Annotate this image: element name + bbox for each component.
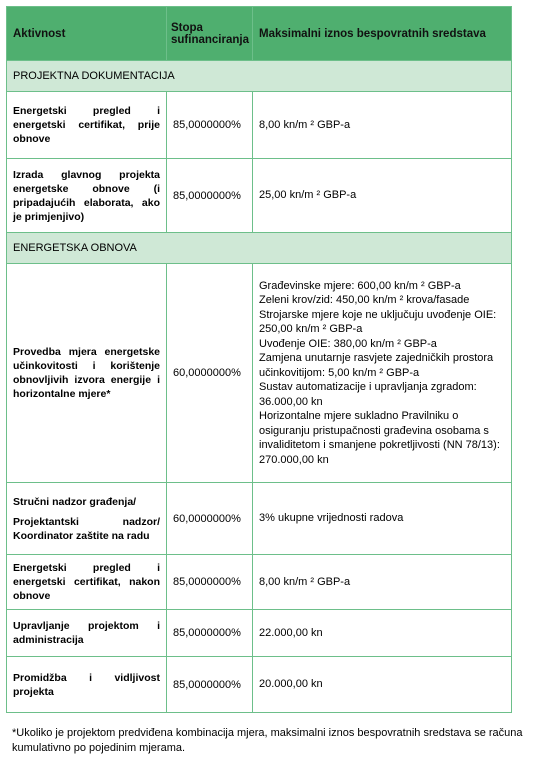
activity-cell: Energetski pregled i energetski certifikat, nakon obnove — [7, 555, 167, 610]
section-title: PROJEKTNA DOKUMENTACIJA — [7, 61, 512, 92]
table-header-row — [7, 7, 512, 61]
section-row — [7, 61, 512, 92]
max-amount-cell: 8,00 kn/m ² GBP-a — [253, 555, 512, 610]
measure-line: Zeleni krov/zid: 450,00 kn/m ² krova/fasade — [259, 294, 470, 307]
activity-line: Projektantski nadzor/ Koordinator zaštite na radu — [13, 515, 160, 542]
measure-line: Strojarske mjere koje ne uključuju uvođenje OIE: 250,00 kn/m ² GBP-a — [259, 308, 497, 336]
rate-cell: 85,0000000% — [167, 555, 253, 610]
activity-cell: Promidžba i vidljivost projekta — [7, 657, 167, 713]
header-rate: Stopa sufinanciranja — [167, 7, 253, 61]
measure-line: Horizontalne mjere sukladno Pravilniku o osiguranju pristupačnosti građevina osobama s invaliditetom i smanjene pokretljivosti (NN 78/13): 270.000,00 kn — [259, 410, 500, 466]
rate-cell: 85,0000000% — [167, 92, 253, 159]
rate-cell: 60,0000000% — [167, 264, 253, 483]
max-amount-cell — [253, 264, 512, 483]
activity-cell: Provedba mjera energetske učinkovitosti i korištenje obnovljivih izvora energije i horizontalne mjere* — [7, 264, 167, 483]
activity-cell: Izrada glavnog projekta energetske obnove (i pripadajućih elaborata, ako je primjenjivo) — [7, 159, 167, 233]
section-row — [7, 233, 512, 264]
table-row — [7, 483, 512, 555]
table-row — [7, 264, 512, 483]
header-activity: Aktivnost — [7, 7, 167, 61]
funding-table — [6, 6, 512, 713]
max-amount-cell: 25,00 kn/m ² GBP-a — [253, 159, 512, 233]
footnote: *Ukoliko je projektom predviđena kombinacija mjera, maksimalni iznos bespovratnih sredstava se računa kumulativno po pojedinim mjerama. — [12, 727, 523, 754]
section-title: ENERGETSKA OBNOVA — [7, 233, 512, 264]
table-row — [7, 657, 512, 713]
measure-line: Uvođenje OIE: 380,00 kn/m ² GBP-a — [259, 337, 437, 350]
activity-cell — [7, 483, 167, 555]
rate-cell: 60,0000000% — [167, 483, 253, 555]
table-row — [7, 555, 512, 610]
rate-cell: 85,0000000% — [167, 610, 253, 657]
activity-cell: Upravljanje projektom i administracija — [7, 610, 167, 657]
table-row — [7, 92, 512, 159]
activity-line: Stručni nadzor građenja/ — [13, 495, 137, 508]
measure-line: Građevinske mjere: 600,00 kn/m ² GBP-a — [259, 279, 461, 292]
max-amount-cell: 22.000,00 kn — [253, 610, 512, 657]
table-row — [7, 159, 512, 233]
header-max-amount: Maksimalni iznos bespovratnih sredstava — [253, 7, 512, 61]
max-amount-cell: 3% ukupne vrijednosti radova — [253, 483, 512, 555]
table-row — [7, 610, 512, 657]
measure-line: Zamjena unutarnje rasvjete zajedničkih prostora učinkovitijom: 5,00 kn/m ² GBP-a — [259, 352, 494, 379]
measure-line: Sustav automatizacije i upravljanja zgradom: 36.000,00 kn — [259, 381, 477, 408]
max-amount-cell: 20.000,00 kn — [253, 657, 512, 713]
rate-cell: 85,0000000% — [167, 159, 253, 233]
activity-cell: Energetski pregled i energetski certifikat, prije obnove — [7, 92, 167, 159]
max-amount-cell: 8,00 kn/m ² GBP-a — [253, 92, 512, 159]
rate-cell: 85,0000000% — [167, 657, 253, 713]
